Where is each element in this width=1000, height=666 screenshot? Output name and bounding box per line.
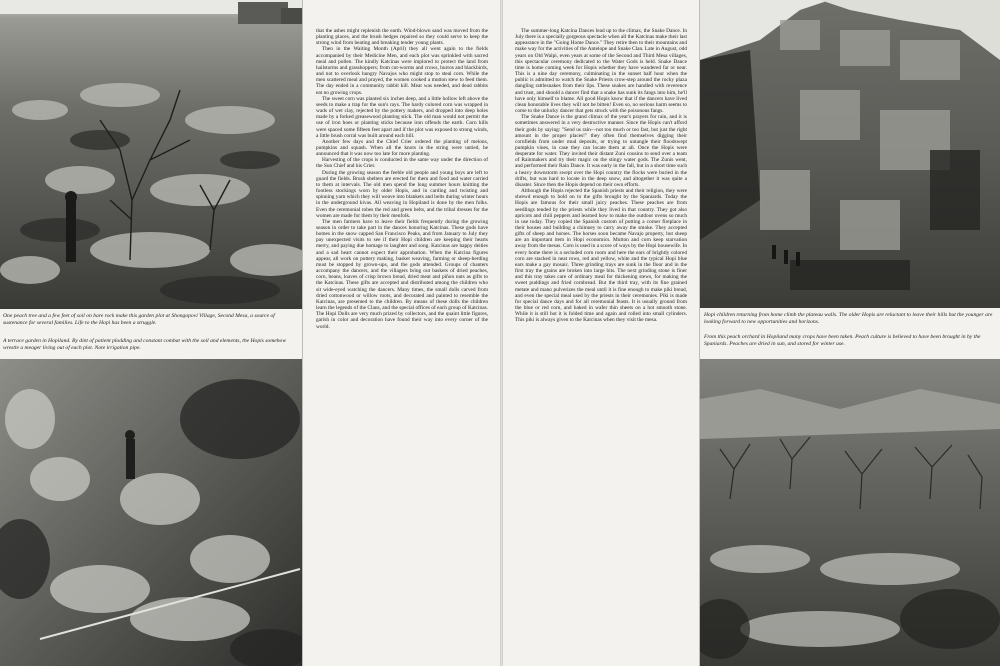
paragraph: Although the Hopis rejected the Spanish priests and their religion, they were shrewd enough to hold on to the gifts brought by the Spaniards. Today the Hopis are famous for their small juicy peaches. These peaches are from seedlings tended by the priests while they lived in that country. They got also apricots and chili peppers and learned how to make the outdoor ovens so much in use today. They copied the Spanish custom of putting a corner fireplace in their houses and building a chimney to carry away the smoke. They accepted gifts of sheep and horses. The horses soon became Navajo property, but sheep are an important item in Hopi economics. Mutton and corn keep starvation away from the mesas. Corn is used in a score of ways by the Hopi housewife. In every home there is a secluded corn room and here the ears of brightly colored corn are stacked in neat rows, red and yellow, white and the typical Hopi blue ears make a gay mosaic. Three grinding trays are sunk in the floor and in the first tray the grains are broken into large bits. The next grinding stone is finer and this tray takes care of ordinary meal for thickening stews, for making the sweet puddings and fried cornbread. But the third tray, with its fine grained metate and mano pulverizes the meal until it is fine enough to make piki bread, and even the special meal used by the priests in their ceremonies. Piki is made for special dance days and for all ceremonial feasts. It is usually ground from the blue or red corn, and baked in wafer thin sheets on a hot smooth stone. While it is still hot it is folded time and again and rolled into small cylinders. This piki is always given to the Katcinas when they visit the mesa. [515, 188, 687, 324]
paragraph: Then in the Waiting Month (April) they all went again to the fields accompanied by their Medicine Men, and each plot was sprinkled with sacred meal and pollen. The kindly Katcinas were implored to protect the land from hailstorms and grasshoppers; from cut-worms and crows, burros and blackbirds, and not to overlook hungry Navajos who might stop to steal corn. While the men scattered meal and prayed, the women cooked a mutton stew to feed them. The day ended in a community rabbit kill. Meat was needed, and dead rabbits eat no growing crops. [316, 46, 488, 96]
paragraph: The Snake Dance is the grand climax of the year's prayers for rain, and it is sometimes answered in a very destructive manner. Since the Hopis can't afford their gods by saying: "Send us rain—not too much or too fast, but just the right amount in the proper places!" they often find themselves digging their cornfields from under mud deposits, or trying to untangle their floodswept pumpkin vines, in case they can locate them at all. Once the Hopis were desperate for water. They invited their distant Zuni cousins to send over a team of Rainmakers and try their magic on the stingy water gods. The Zunis went, and performed their Rain Dance. It was early in the fall, but in a short time such a heavy downstorm swept over the Hopi country the flocks were buried in the drifts, but was hard to locate in the deep snow, and altogether it was quite a disaster. Since then the Hopis depend on their own efforts. [515, 114, 687, 188]
paragraph: The summer-long Katcina Dances lead up to the climax, the Snake Dance. In July there is a specially gorgeous spectacle when all the Katcinas make their last appearance in the "Going Home Dance." They retire then to their mountains and make way for the activities of the Antelope and Snake Clan. Late in August, odd years on Old Walpi, even years at some of the Second and Third Mesa villages, this spectacular ceremony dedicated to the Water Gods is held. Snake Dance time is home coming week for Hopis whether they have wandered far or near. This is a nine day ceremony, culminating in the sunset half hour when the public is admitted to watch the Snake Priests crow-step around the rocky plaza dangling rattlesnakes from their lips. These snakes are handled with reverence and trust, and should a dancer find that a snake has sunk its fangs into him, he'll have only himself to blame. All good Hopis know that if the dancers have lived clean honorable lives they will not be bitten! Even so, no serious harm seems to come to the unlucky dancer that gets struck with the poisonous fangs. [515, 28, 687, 115]
right-page [700, 0, 1000, 666]
paragraph: The sweet corn was planted six inches deep, and a little hollow left above the seeds to make a trap for the sun's rays. The hardy colored corn was wrapped in wads of wet clay, rejected by the pottery makers, and dropped into deep holes made by a forked greasewood planting stick. The old man would not permit the use of iron hoes or planting sticks because iron offends the earth. Corn hills were spaced some fifteen feet apart and if the plot was exposed to strong winds, a little brush corral was built around each hill. [316, 95, 488, 139]
paragraph: The men farmers have to leave their fields frequently during the growing season in order to take part in the dances honoring Katcinas. These gods have homes in the snow capped San Francisco Peaks, and from January to July they pay unexpected visits to see if their Hopi children are keeping their hearts merry, and paying due homage to laughter and song. Katcinas are happy deities and a sad heart cannot expect their approbation. When the Katcina figures appear, all work on pottery making, basket weaving, farming or sheep-herding must be stopped by grown-ups, and the gods attended. Groups of chanters accompany the dancers, and the villagers bring out baskets of dried peaches, corn, beans, loaves of crisp brown bread, dried meat and piñon nuts as gifts to the Katcinas. These gifts are accepted and distributed among the children who sit wide-eyed watching the dancers. Many times, the small dolls carved from dried cottonwood or willow roots, and decorated and painted to resemble the Katcinas, are presented to the children. By means of these dolls the children learn the legends of the Clans, and the special offices of each group of Katcinas. The Hopi Dolls are very much prized by collectors, and the quaint little figures, garish in color and decoration have found their way into every corner of the world. [316, 218, 488, 330]
paragraph: Harvesting of the crops is conducted in the same way under the direction of the Sun Chief and his Crier. [316, 157, 488, 170]
caption-peach-tree: One peach tree and a few feet of soil on bare rock make this garden plot at Shongopovi Village, Second Mesa, a source of sustenance for several families. Life to the Hopi has been a struggle. [3, 313, 275, 327]
paragraph: During the growing season the feeble old people and young boys are left to guard the fields. Brush shelters are erected for them and food and water carried to them at intervals. The old men spend the long summer hours knitting the footless stockings worn by older Hopis, and in carding and twisting and spinning yarn which they will weave into blankets and belts during winter hours in the underground kivas. All weaving in Hopiland is done by the men folks. Even the ceremonial robes the red and green belts, and the tribal dresses for the women are made for them by their menfolk. [316, 169, 488, 219]
caption-children-climbing: Hopi children returning from home climb the plateau walls. The older Hopis are reluctant to leave their hills but the younger are looking forward to new opportunities and horizons. [704, 312, 993, 326]
text-page-right [503, 0, 699, 666]
left-page [0, 0, 302, 666]
caption-peach-orchard: From this peach orchard in Hopiland many crops have been taken. Peach culture is believed to have been brought in by the Spaniards. Peaches are dried in sun, and stored for winter use. [704, 334, 981, 348]
peach-orchard-photo [700, 359, 1000, 666]
article-column-2 [515, 28, 687, 654]
peach-tree-garden-photo [0, 0, 302, 309]
children-climbing-photo [700, 0, 1000, 308]
paragraph: Another few days and the Chief Crier ordered the planting of melons, pumpkins and squash. When all the knots in the string were untied, he announced that it was now too late for more planting. [316, 138, 488, 158]
caption-terrace-garden: A terrace garden in Hopiland. By dint of patient plodding and constant combat with the soil and elements, the Hopis somehow wrestle a meager living out of each plot. Note irrigation pipe. [3, 338, 287, 352]
text-page-left [303, 0, 500, 666]
terrace-garden-photo [0, 359, 302, 666]
paragraph: that the ashes might replenish the earth. Wind-blown sand was moved from the planting places, and the brush hedges repaired so they could serve to keep the strong wind from beating and breaking tender young plants. [316, 28, 488, 47]
article-column-1 [316, 28, 488, 656]
